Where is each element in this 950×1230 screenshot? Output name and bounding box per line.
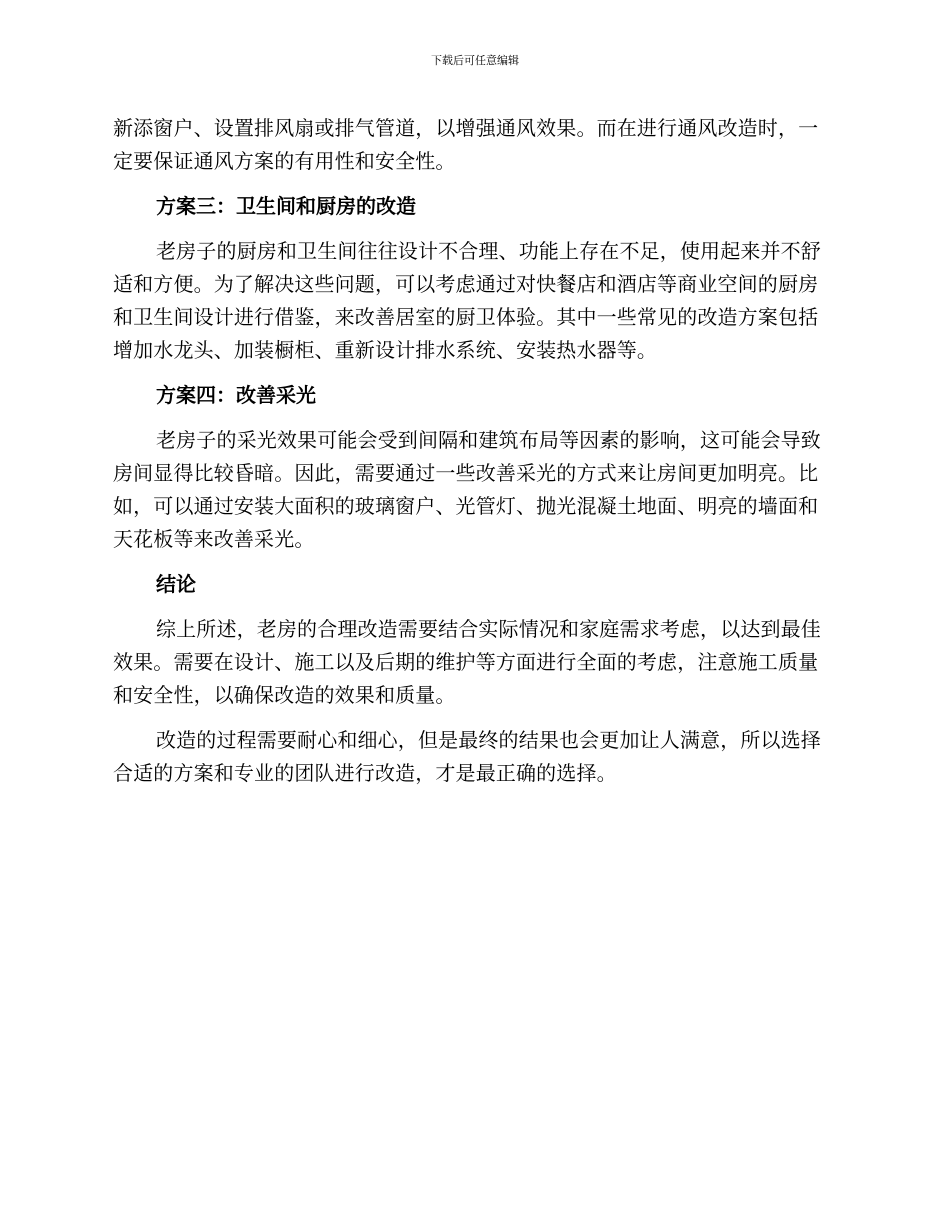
heading-conclusion: 结论 [156, 572, 196, 596]
paragraph-conclusion-summary: 综上所述，老房的合理改造需要结合实际情况和家庭需求考虑，以达到最佳效果。需要在设计、施工以及后期的维护等方面进行全面的考虑，注意施工质量和安全性，以确保改造的效果和质量。 [113, 617, 821, 707]
document-body [113, 112, 833, 790]
paragraph-conclusion-final: 改造的过程需要耐心和细心，但是最终的结果也会更加让人满意，所以选择合适的方案和专业的团队进行改造，才是最正确的选择。 [113, 728, 821, 785]
paragraph-ventilation-continued: 新添窗户、设置排风扇或排气管道，以增强通风效果。而在进行通风改造时，一定要保证通风方案的有用性和安全性。 [113, 116, 819, 173]
heading-plan-four: 方案四：改善采光 [156, 383, 316, 407]
paragraph-kitchen-bathroom: 老房子的厨房和卫生间往往设计不合理、功能上存在不足，使用起来并不舒适和方便。为了解决这些问题，可以考虑通过对快餐店和酒店等商业空间的厨房和卫生间设计进行借鉴，来改善居室的厨卫体验。其中一些常见的改造方案包括增加水龙头、加装橱柜、重新设计排水系统、安装热水器等。 [113, 239, 821, 362]
paragraph-lighting: 老房子的采光效果可能会受到间隔和建筑布局等因素的影响，这可能会导致房间显得比较昏暗。因此，需要通过一些改善采光的方式来让房间更加明亮。比如，可以通过安装大面积的玻璃窗户、光管灯、抛光混凝土地面、明亮的墙面和天花板等来改善采光。 [113, 428, 821, 551]
page-header-note: 下载后可任意编辑 [431, 54, 519, 67]
heading-plan-three: 方案三：卫生间和厨房的改造 [156, 194, 416, 218]
